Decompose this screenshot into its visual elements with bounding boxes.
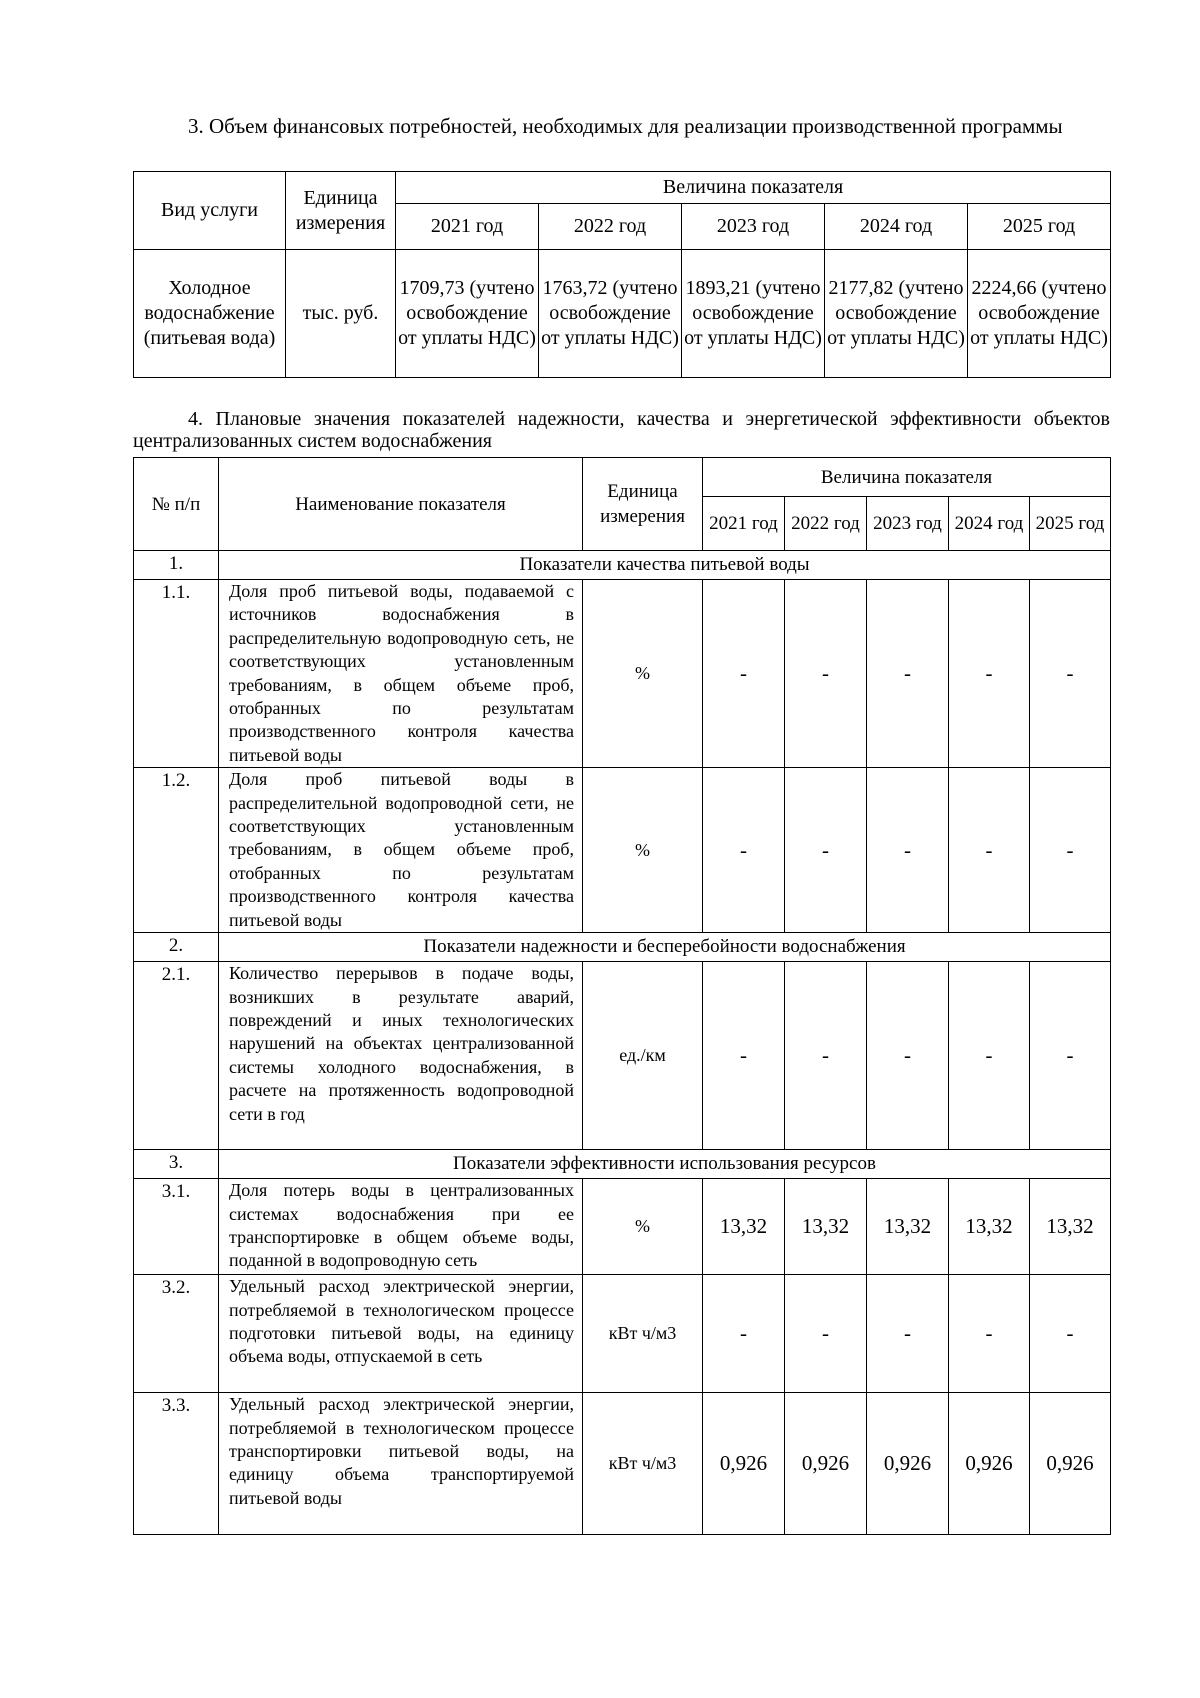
indicator-unit: % [583, 1179, 703, 1275]
unit-cell: тыс. руб. [286, 250, 396, 378]
indicator-value: - [867, 580, 949, 768]
row-num: 1.2. [134, 768, 219, 933]
header-year: 2024 год [825, 204, 968, 250]
section4-heading: 4. Плановые значения показателей надежности, качества и энергетической эффективности объектов централизованных систем водоснабжения [133, 408, 1110, 452]
service-cell: Холодное водоснабжение (питьевая вода) [134, 250, 286, 378]
indicator-value: - [785, 962, 867, 1150]
indicator-value: - [703, 962, 785, 1150]
indicator-value: - [703, 1275, 785, 1393]
indicator-value: - [867, 768, 949, 933]
value-cell: 1763,72 (учтено освобождение от уплаты НДС) [539, 250, 682, 378]
indicator-unit: кВт ч/м3 [583, 1393, 703, 1535]
header-year: 2024 год [949, 497, 1030, 551]
row-num: 2.1. [134, 962, 219, 1150]
indicator-value: 0,926 [703, 1393, 785, 1535]
indicator-unit: % [583, 580, 703, 768]
header-year: 2021 год [703, 497, 785, 551]
indicator-value: - [1030, 1275, 1111, 1393]
indicator-value: - [949, 580, 1030, 768]
indicator-value: 0,926 [1030, 1393, 1111, 1535]
header-year: 2022 год [539, 204, 682, 250]
header-year: 2022 год [785, 497, 867, 551]
indicator-value: - [1030, 768, 1111, 933]
header-num: № п/п [134, 458, 219, 551]
group-num: 1. [134, 551, 219, 580]
indicator-value: - [785, 768, 867, 933]
indicator-value: - [1030, 962, 1111, 1150]
header-service: Вид услуги [134, 172, 286, 250]
indicator-value: - [949, 962, 1030, 1150]
indicator-value: 13,32 [1030, 1179, 1111, 1275]
group-num: 2. [134, 933, 219, 962]
row-num: 3.3. [134, 1393, 219, 1535]
group-title: Показатели качества питьевой воды [219, 551, 1111, 580]
indicator-name: Количество перерывов в подаче воды, возникших в результате аварий, повреждений и иных технологических нарушений на объектах централизованной системы холодного водоснабжения, в расчете на протяженность водопроводной сети в год [219, 962, 583, 1150]
header-year: 2023 год [682, 204, 825, 250]
indicator-value: 13,32 [867, 1179, 949, 1275]
indicator-value: - [785, 580, 867, 768]
indicator-value: - [703, 768, 785, 933]
indicator-value: 0,926 [867, 1393, 949, 1535]
header-value: Величина показателя [396, 172, 1111, 204]
indicator-value: - [785, 1275, 867, 1393]
indicator-value: - [949, 1275, 1030, 1393]
indicator-value: - [1030, 580, 1111, 768]
value-cell: 1709,73 (учтено освобождение от уплаты НДС) [396, 250, 539, 378]
group-title: Показатели надежности и бесперебойности водоснабжения [219, 933, 1111, 962]
row-num: 3.1. [134, 1179, 219, 1275]
section3-heading: 3. Объем финансовых потребностей, необходимых для реализации производственной программы [188, 114, 1063, 138]
row-num: 3.2. [134, 1275, 219, 1393]
indicator-value: 0,926 [949, 1393, 1030, 1535]
value-cell: 2177,82 (учтено освобождение от уплаты НДС) [825, 250, 968, 378]
header-year: 2025 год [1030, 497, 1111, 551]
header-unit: Единица измерения [583, 458, 703, 551]
header-year: 2021 год [396, 204, 539, 250]
indicator-value: - [867, 962, 949, 1150]
indicator-value: 13,32 [785, 1179, 867, 1275]
indicator-name: Удельный расход электрической энергии, потребляемой в технологическом процессе подготовки питьевой воды, на единицу объема воды, отпускаемой в сеть [219, 1275, 583, 1393]
group-title: Показатели эффективности использования ресурсов [219, 1150, 1111, 1179]
indicator-name: Доля проб питьевой воды в распределительной водопроводной сети, не соответствующих установленным требованиям, в общем объеме проб, отобранных по результатам производственного контроля качества питьевой воды [219, 768, 583, 933]
indicator-name: Удельный расход электрической энергии, потребляемой в технологическом процессе транспортировки питьевой воды, на единицу объема транспортируемой питьевой воды [219, 1393, 583, 1535]
indicator-value: - [703, 580, 785, 768]
header-year: 2023 год [867, 497, 949, 551]
indicators-table [133, 457, 1111, 1535]
value-cell: 2224,66 (учтено освобождение от уплаты НДС) [968, 250, 1111, 378]
header-year: 2025 год [968, 204, 1111, 250]
indicator-unit: кВт ч/м3 [583, 1275, 703, 1393]
indicator-name: Доля потерь воды в централизованных системах водоснабжения при ее транспортировке в общем объеме воды, поданной в водопроводную сеть [219, 1179, 583, 1275]
indicator-value: 13,32 [703, 1179, 785, 1275]
indicator-value: 0,926 [785, 1393, 867, 1535]
indicator-name: Доля проб питьевой воды, подаваемой с источников водоснабжения в распределительную водопроводную сеть, не соответствующих установленным требованиям, в общем объеме проб, отобранных по результатам производственного контроля качества питьевой воды [219, 580, 583, 768]
value-cell: 1893,21 (учтено освобождение от уплаты НДС) [682, 250, 825, 378]
header-value: Величина показателя [703, 458, 1111, 497]
indicator-unit: ед./км [583, 962, 703, 1150]
header-unit: Единица измерения [286, 172, 396, 250]
group-num: 3. [134, 1150, 219, 1179]
indicator-unit: % [583, 768, 703, 933]
header-name: Наименование показателя [219, 458, 583, 551]
financial-needs-table [133, 171, 1111, 378]
indicator-value: - [867, 1275, 949, 1393]
indicator-value: 13,32 [949, 1179, 1030, 1275]
row-num: 1.1. [134, 580, 219, 768]
indicator-value: - [949, 768, 1030, 933]
